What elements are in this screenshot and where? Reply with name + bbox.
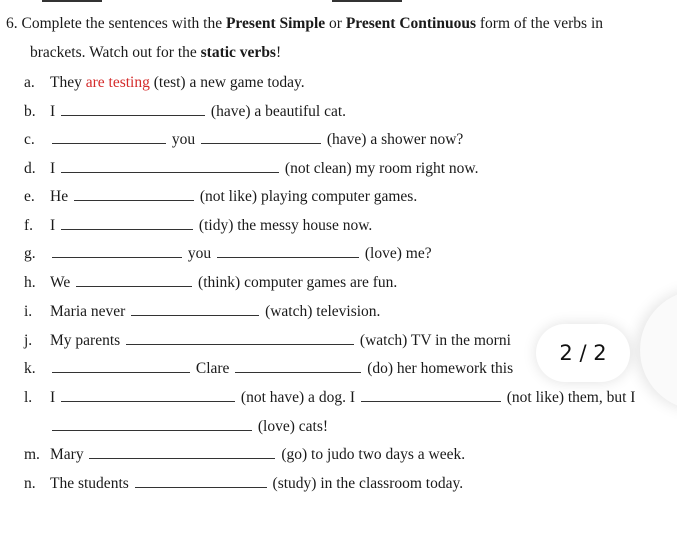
instruction-text: Complete the sentences with the (21, 15, 223, 32)
instruction-line2: brackets. Watch out for the (30, 44, 197, 61)
answer-blank[interactable] (201, 142, 321, 144)
answer-blank[interactable] (52, 142, 166, 144)
exercise-number: 6. (6, 15, 18, 32)
answer-blank[interactable] (89, 457, 275, 459)
answer-blank[interactable] (52, 429, 252, 431)
answer-blank[interactable] (135, 486, 267, 488)
answer-blank[interactable] (217, 256, 359, 258)
answer-blank[interactable] (61, 400, 235, 402)
answer-blank[interactable] (52, 371, 190, 373)
instruction-exclaim: ! (275, 44, 282, 61)
static-verbs-term: static verbs (200, 44, 276, 61)
answer-blank[interactable] (61, 228, 193, 230)
next-page-edge[interactable] (640, 290, 677, 410)
answer-blank[interactable] (74, 199, 194, 201)
answer-blank[interactable] (61, 114, 205, 116)
present-continuous-term: Present Continuous (345, 15, 477, 32)
example-answer: are testing (85, 74, 150, 91)
answer-blank[interactable] (361, 400, 501, 402)
present-simple-term: Present Simple (225, 15, 326, 32)
answer-blank[interactable] (76, 285, 192, 287)
answer-blank[interactable] (52, 256, 182, 258)
answer-blank[interactable] (235, 371, 361, 373)
answer-blank[interactable] (61, 171, 279, 173)
previous-exercise-fragment (0, 0, 677, 10)
instruction-or: or (329, 15, 342, 32)
page-indicator: 2 / 2 (536, 324, 630, 382)
answer-blank[interactable] (131, 314, 259, 316)
exercise-heading (6, 14, 666, 63)
answer-blank[interactable] (126, 343, 354, 345)
instruction-end: form of the verbs in (479, 15, 603, 32)
